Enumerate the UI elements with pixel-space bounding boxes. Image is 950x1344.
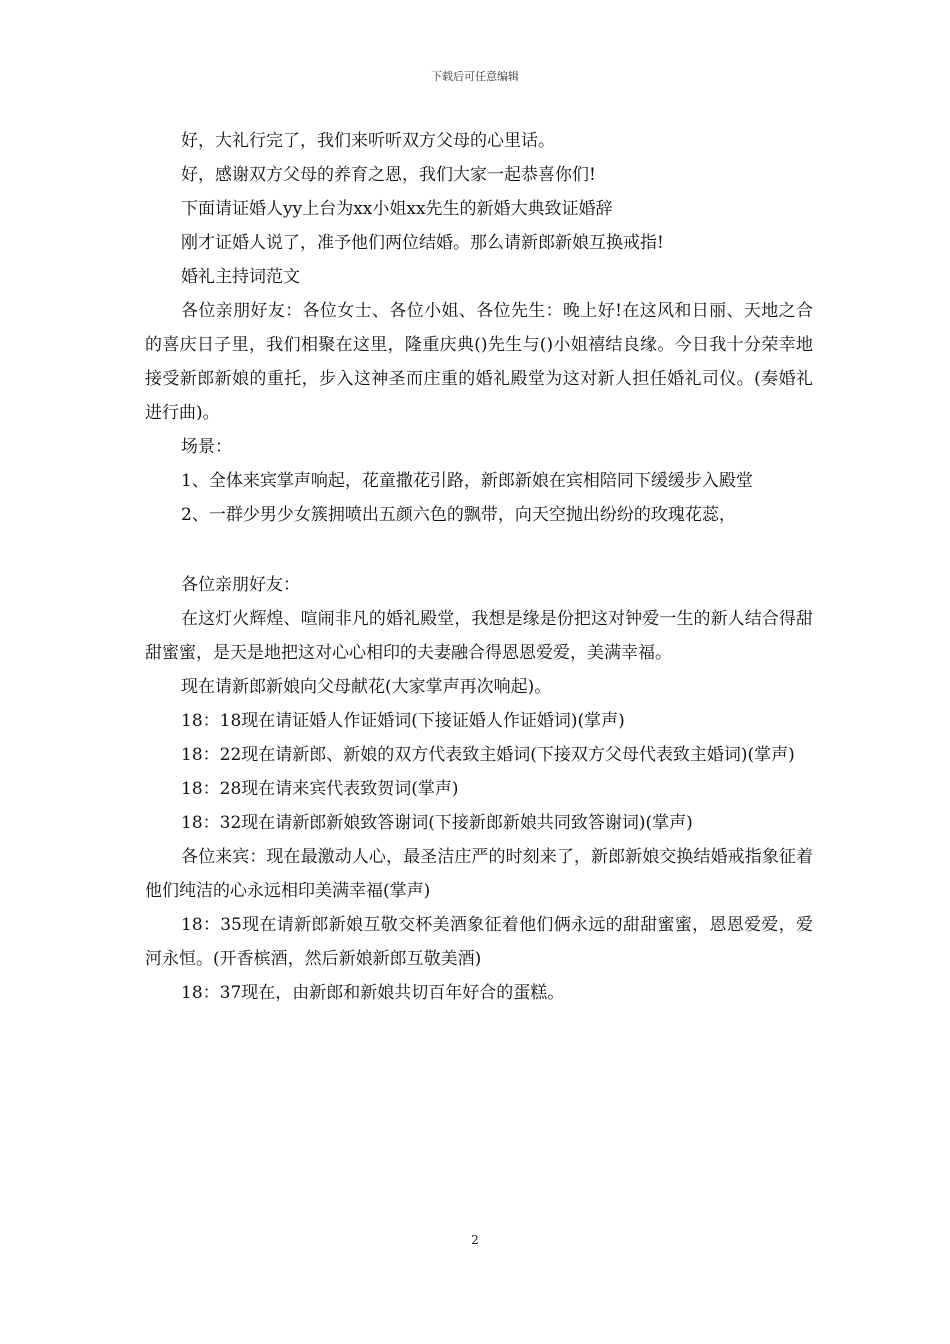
paragraph: 刚才证婚人说了，准予他们两位结婚。那么请新郎新娘互换戒指!: [181, 233, 664, 253]
paragraph: 好，感谢双方父母的养育之恩，我们大家一起恭喜你们!: [181, 165, 596, 185]
paragraph: 现在请新郎新娘向父母献花(大家掌声再次响起)。: [181, 677, 552, 697]
list-item: 1、全体来宾掌声响起，花童撒花引路，新郎新娘在宾相陪同下缓缓步入殿堂: [181, 471, 753, 491]
schedule-item: 18：35现在请新郎新娘互敬交杯美酒象征着他们俩永远的甜甜蜜蜜，恩恩爱爱，爱河永恒。(开香槟酒，然后新娘新郎互敬美酒): [145, 915, 813, 969]
paragraph: 各位来宾：现在最激动人心，最圣洁庄严的时刻来了，新郎新娘交换结婚戒指象征着他们纯洁的心永远相印美满幸福(掌声): [145, 847, 813, 901]
schedule-item: 18：18现在请证婚人作证婚词(下接证婚人作证婚词)(掌声): [181, 711, 625, 731]
section-title: 婚礼主持词范文: [181, 267, 300, 287]
paragraph: 场景：: [181, 437, 232, 457]
schedule-item: 18：37现在，由新郎和新娘共切百年好合的蛋糕。: [181, 983, 565, 1003]
list-item: 2、一群少男少女簇拥喷出五颜六色的飘带，向天空抛出纷纷的玫瑰花蕊，: [181, 505, 736, 525]
paragraph: 好，大礼行完了，我们来听听双方父母的心里话。: [181, 131, 555, 151]
schedule-item: 18：32现在请新郎新娘致答谢词(下接新郎新娘共同致答谢词)(掌声): [181, 813, 693, 833]
paragraph: 各位亲朋好友：: [181, 575, 300, 595]
schedule-item: 18：22现在请新郎、新娘的双方代表致主婚词(下接双方父母代表致主婚词)(掌声): [181, 745, 795, 765]
paragraph: 下面请证婚人yy上台为xx小姐xx先生的新婚大典致证婚辞: [181, 199, 613, 219]
paragraph: 在这灯火辉煌、喧闹非凡的婚礼殿堂，我想是缘是份把这对钟爱一生的新人结合得甜甜蜜蜜，是天是地把这对心心相印的夫妻融合得恩恩爱爱，美满幸福。: [145, 609, 813, 663]
schedule-item: 18：28现在请来宾代表致贺词(掌声): [181, 779, 459, 799]
document-body: [145, 124, 813, 1010]
paragraph-gap: [145, 532, 813, 568]
paragraph: 各位亲朋好友：各位女士、各位小姐、各位先生：晚上好!在这风和日丽、天地之合的喜庆日子里，我们相聚在这里，隆重庆典()先生与()小姐禧结良缘。今日我十分荣幸地接受新郎新娘的重托，步入这神圣而庄重的婚礼殿堂为这对新人担任婚礼司仪。(奏婚礼进行曲)。: [145, 301, 813, 423]
page-number: 2: [471, 1233, 479, 1247]
page-header-note: 下载后可任意编辑: [431, 70, 519, 83]
